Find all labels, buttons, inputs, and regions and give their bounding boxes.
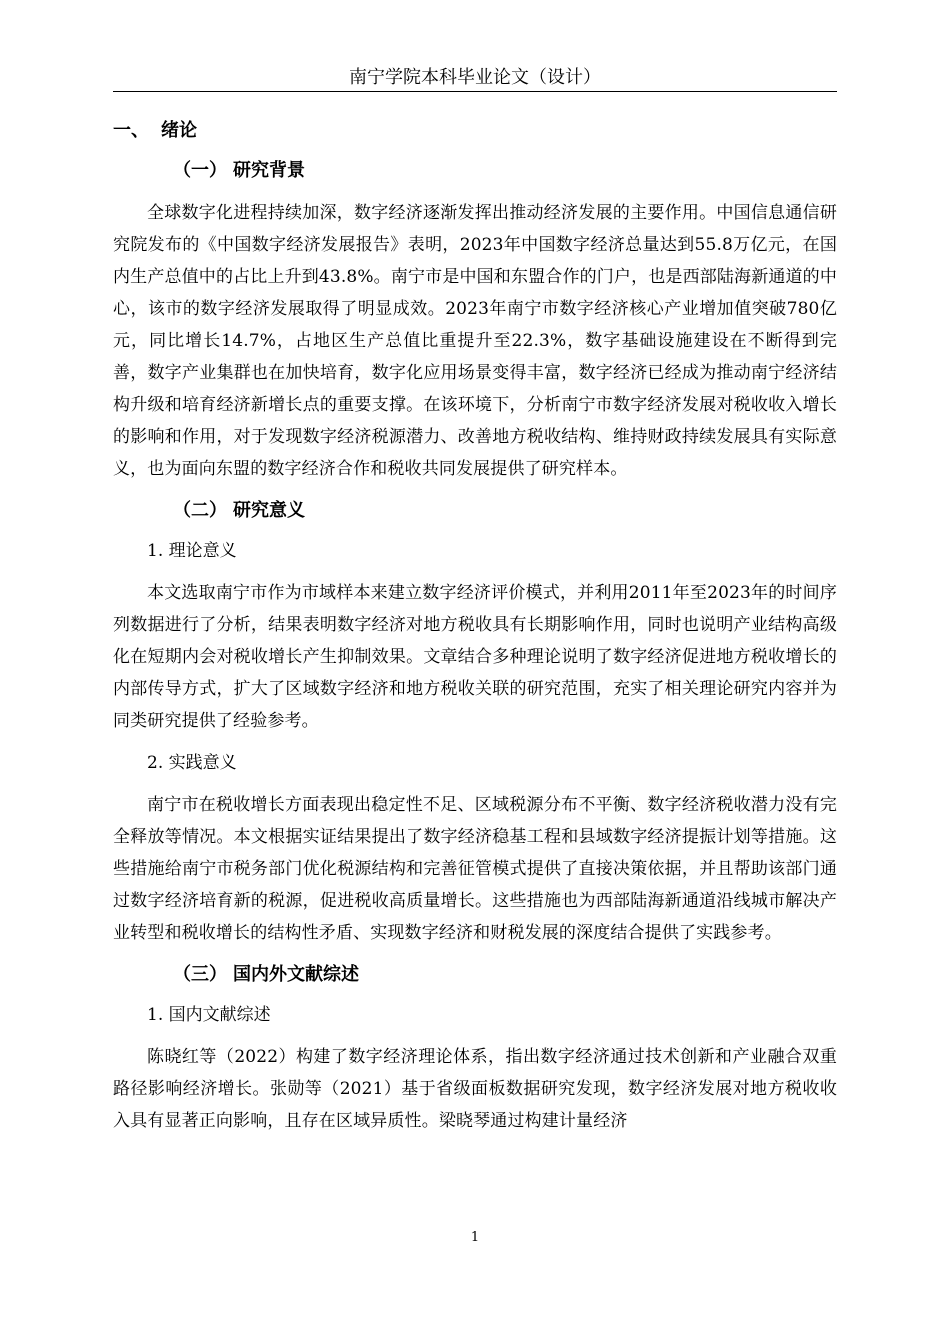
section-title: 国内外文献综述	[233, 964, 359, 985]
chapter-number: 一、	[113, 120, 149, 141]
section-heading-significance	[113, 497, 837, 525]
paragraph-domestic-review: 陈晓红等（2022）构建了数字经济理论体系，指出数字经济通过技术创新和产业融合双重路径影响经济增长。张勋等（2021）基于省级面板数据研究发现，数字经济发展对地方税收收入具有显著正向影响，且存在区域异质性。梁晓琴通过构建计量经济	[113, 1047, 837, 1131]
subsection-heading-practice: 2. 实践意义	[147, 753, 237, 773]
paragraph-theory: 本文选取南宁市作为市域样本来建立数字经济评价模式，并利用2011年至2023年的时间序列数据进行了分析，结果表明数字经济对地方税收具有长期影响作用，同时也说明产业结构高级化在短期内会对税收增长产生抑制效果。文章结合多种理论说明了数字经济促进地方税收增长的内部传导方式，扩大了区域数字经济和地方税收关联的研究范围，充实了相关理论研究内容并为同类研究提供了经验参考。	[113, 583, 837, 731]
chapter-title: 绪论	[161, 120, 197, 141]
paragraph-practice: 南宁市在税收增长方面表现出稳定性不足、区域税源分布不平衡、数字经济税收潜力没有完全释放等情况。本文根据实证结果提出了数字经济稳基工程和县域数字经济提振计划等措施。这些措施给南宁市税务部门优化税源结构和完善征管模式提供了直接决策依据，并且帮助该部门通过数字经济培育新的税源，促进税收高质量增长。这些措施也为西部陆海新通道沿线城市解决产业转型和税收增长的结构性矛盾、实现数字经济和财税发展的深度结合提供了实践参考。	[113, 795, 837, 943]
document-body	[113, 117, 837, 1137]
header-rule	[113, 91, 837, 92]
section-title: 研究背景	[233, 160, 305, 181]
subsection-heading-theory: 1. 理论意义	[147, 541, 237, 561]
section-heading-literature	[113, 961, 837, 989]
section-number: （三）	[173, 964, 227, 985]
section-heading-background	[113, 157, 837, 185]
running-header: 南宁学院本科毕业论文（设计）	[349, 67, 601, 88]
section-number: （一）	[173, 160, 227, 181]
section-title: 研究意义	[233, 500, 305, 521]
section-number: （二）	[173, 500, 227, 521]
page-number: 1	[470, 1230, 480, 1245]
paragraph-background: 全球数字化进程持续加深，数字经济逐渐发挥出推动经济发展的主要作用。中国信息通信研究院发布的《中国数字经济发展报告》表明，2023年中国数字经济总量达到55.8万亿元，在国内生产总值中的占比上升到43.8%。南宁市是中国和东盟合作的门户，也是西部陆海新通道的中心，该市的数字经济发展取得了明显成效。2023年南宁市数字经济核心产业增加值突破780亿元，同比增长14.7%，占地区生产总值比重提升至22.3%，数字基础设施建设在不断得到完善，数字产业集群也在加快培育，数字化应用场景变得丰富，数字经济已经成为推动南宁经济结构升级和培育经济新增长点的重要支撑。在该环境下，分析南宁市数字经济发展对税收收入增长的影响和作用，对于发现数字经济税源潜力、改善地方税收结构、维持财政持续发展具有实际意义，也为面向东盟的数字经济合作和税收共同发展提供了研究样本。	[113, 203, 837, 479]
subsection-heading-domestic: 1. 国内文献综述	[147, 1005, 271, 1025]
chapter-heading	[113, 117, 837, 145]
